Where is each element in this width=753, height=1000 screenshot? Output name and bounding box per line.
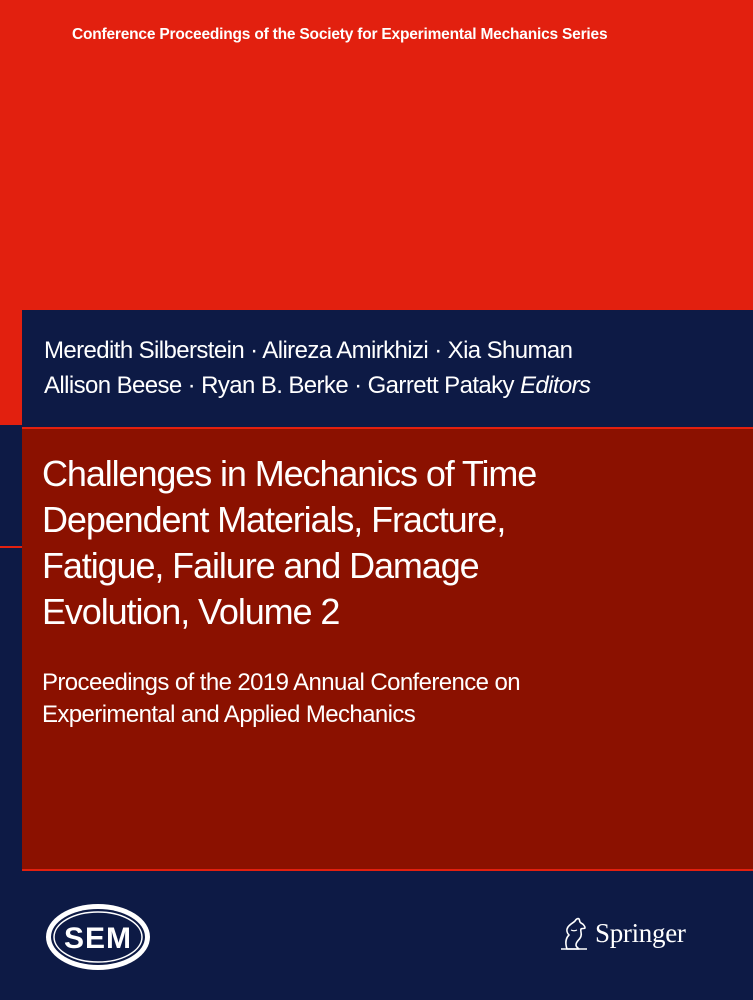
publisher-panel [22,872,753,1000]
book-title-line: Challenges in Mechanics of Time [42,453,537,494]
book-title-line: Evolution, Volume 2 [42,591,340,632]
left-accent-rule [0,546,22,548]
book-subtitle-line: Proceedings of the 2019 Annual Conference on [42,669,520,696]
series-band [0,0,753,310]
sem-logo-icon [44,902,152,972]
title-panel [22,427,753,871]
book-subtitle-line: Experimental and Applied Mechanics [42,701,416,728]
editors-line-2-names: Allison Beese · Ryan B. Berke · Garrett Pataky [44,372,514,399]
series-title: Conference Proceedings of the Society for Experimental Mechanics Series [72,26,608,43]
editors-line-2 [44,372,590,400]
editors-role: Editors [519,372,591,399]
editors-panel [22,310,753,425]
left-accent-strip-red [0,310,22,425]
book-title [42,451,732,635]
editors-line-1: Meredith Silberstein · Alireza Amirkhizi · Xia Shuman [44,337,573,364]
springer-wordmark: Springer [595,918,686,948]
left-accent-strip-navy [0,426,22,1000]
sem-logo-text: SEM [63,922,133,955]
book-subtitle [42,667,732,731]
springer-horse-icon [557,916,591,952]
book-title-line: Dependent Materials, Fracture, [42,499,506,540]
book-title-line: Fatigue, Failure and Damage [42,545,479,586]
springer-logo [557,916,737,956]
